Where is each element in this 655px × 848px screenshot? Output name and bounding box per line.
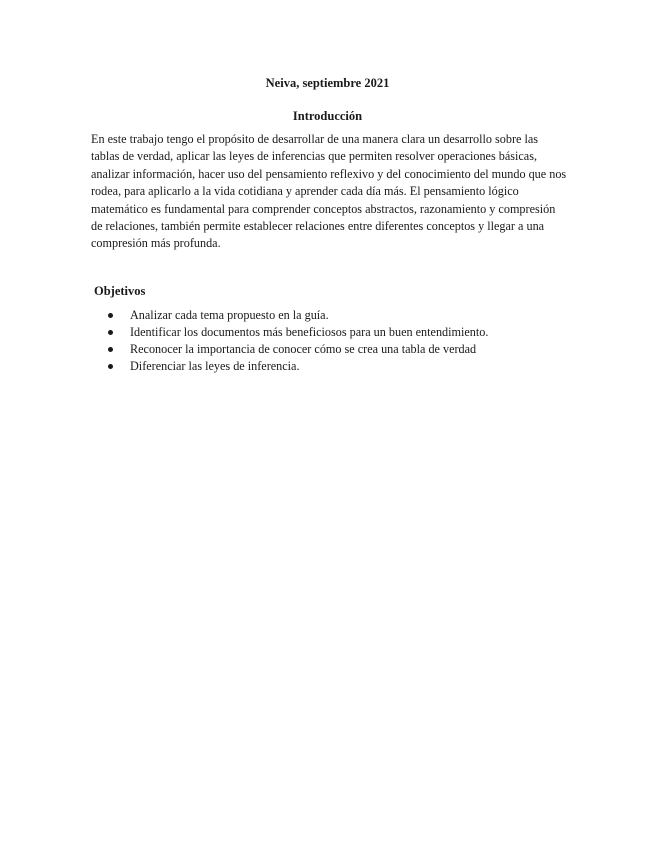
bullet-icon (108, 347, 113, 352)
list-item (94, 358, 488, 375)
list-item-text: Identificar los documentos más beneficiosos para un buen entendimiento. (130, 325, 489, 339)
objectives-heading: Objetivos (94, 284, 146, 298)
list-item (94, 307, 488, 324)
bullet-icon (108, 313, 113, 318)
list-item-text: Reconocer la importancia de conocer cómo se crea una tabla de verdad (130, 342, 477, 356)
introduction-heading: Introducción (292, 109, 363, 123)
list-item (94, 324, 488, 341)
list-item-text: Diferenciar las leyes de inferencia. (130, 359, 300, 373)
introduction-paragraph: En este trabajo tengo el propósito de desarrollar de una manera clara un desarrollo sobre las tablas de verdad, aplicar las leyes de inferencias que permiten resolver operaciones básicas, analizar información, hacer uso del pensamiento reflexivo y del conocimiento del mundo que nos rodea, para aplicarlo a la vida cotidiana y aprender cada día más. El pensamiento lógico matemático es fundamental para comprender conceptos abstractos, razonamiento y compresión de relaciones, también permite establecer relaciones entre diferentes conceptos y llegar a una compresión más profunda. (91, 132, 567, 251)
list-item-text: Analizar cada tema propuesto en la guía. (130, 308, 329, 322)
list-item (94, 341, 488, 358)
objectives-list (94, 307, 488, 375)
bullet-icon (108, 364, 113, 369)
date-line: Neiva, septiembre 2021 (265, 76, 390, 90)
bullet-icon (108, 330, 113, 335)
